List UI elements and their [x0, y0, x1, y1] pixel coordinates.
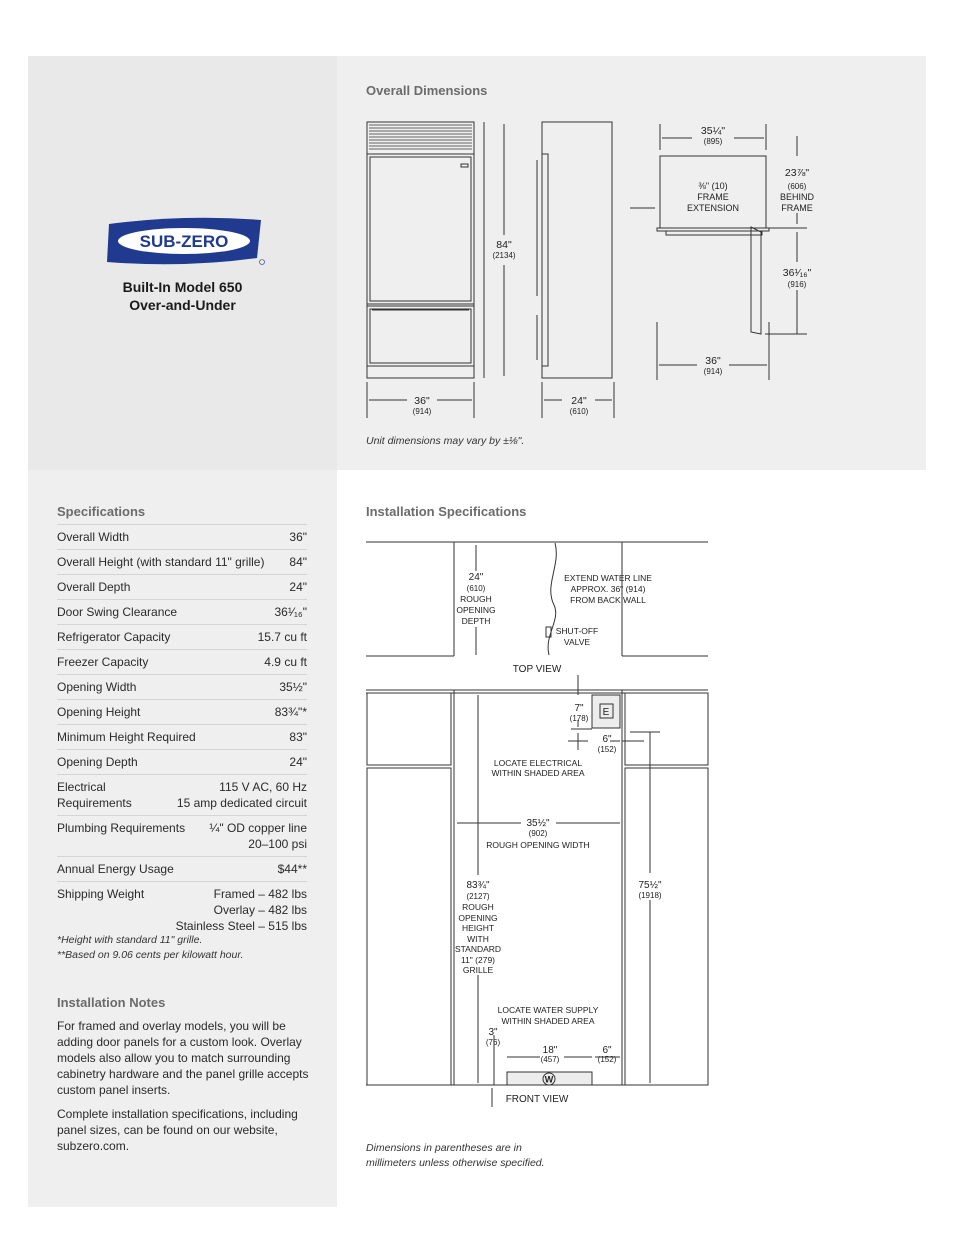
spec-label: Overall Width: [57, 530, 130, 544]
electrical-side-dimension-mm: (152): [597, 745, 617, 754]
spec-row: [57, 749, 307, 774]
spec-label: Annual Energy Usage: [57, 862, 174, 876]
spec-row: [57, 856, 307, 881]
spec-label: Opening Height: [57, 705, 141, 719]
spec-row: [57, 624, 307, 649]
top-view-label: TOP VIEW: [512, 664, 562, 675]
opening-height-label5: STANDARD: [454, 944, 502, 954]
spec-row: [57, 524, 307, 549]
opening-width-dimension: 35½": [526, 818, 550, 829]
water-width-dimension: 18": [542, 1045, 558, 1056]
front-width-dimension: 36": [414, 395, 430, 407]
spec-row: [57, 649, 307, 674]
plan-width-dimension-mm: (914): [703, 367, 723, 376]
installation-specifications-heading: Installation Specifications: [366, 504, 527, 519]
spec-value: 4.9 cu ft: [264, 655, 307, 669]
side-height-dimension-mm: (1918): [638, 891, 662, 900]
water-bottom-dimension-mm: (76): [485, 1038, 501, 1047]
spec-value: 83¾"*: [274, 705, 307, 719]
electrical-side-dimension: 6": [602, 734, 612, 745]
water-supply-note2: WITHIN SHADED AREA: [501, 1016, 595, 1026]
installation-notes-body: [57, 1018, 317, 1162]
spec-value: 83": [289, 730, 307, 744]
spec-row: [57, 815, 307, 856]
spec-label: Freezer Capacity: [57, 655, 149, 669]
water-line-note2: APPROX. 36" (914): [570, 584, 646, 594]
electrical-box-label: E: [602, 707, 610, 718]
specifications-table: [57, 524, 307, 938]
installation-notes-paragraph: Complete installation specifications, including panel sizes, can be found on our website, subzero.com.: [57, 1107, 298, 1153]
dimensions-note-line2: millimeters unless otherwise specified.: [366, 1157, 545, 1169]
spec-row: [57, 724, 307, 749]
spec-value: Framed – 482 lbs Overlay – 482 lbs Stainless Steel – 515 lbs: [175, 887, 307, 933]
plan-width-dimension: 36": [705, 355, 721, 367]
specifications-heading: Specifications: [57, 504, 146, 519]
opening-height-label1: ROUGH: [462, 902, 494, 912]
spec-value: ¼" OD copper line 20–100 psi: [209, 821, 307, 851]
spec-label: Opening Depth: [57, 755, 138, 769]
behind-frame-label2: FRAME: [781, 203, 813, 213]
behind-frame-label1: BEHIND: [779, 192, 815, 202]
water-side-dimension-mm: (152): [597, 1055, 617, 1064]
grille: [369, 125, 472, 149]
spec-value: 24": [289, 580, 307, 594]
model-title: [28, 278, 337, 314]
spec-value: 36¹⁄₁₆": [274, 605, 307, 619]
top-width-dimension-mm: (895): [703, 137, 723, 146]
frame-extension-line3: EXTENSION: [686, 203, 740, 213]
spec-row: [57, 774, 307, 815]
sub-zero-logo: [105, 216, 265, 266]
shutoff-valve-label1: SHUT-OFF: [555, 626, 599, 636]
logo-text: SUB-ZERO: [139, 232, 229, 251]
electrical-note2: WITHIN SHADED AREA: [491, 768, 585, 778]
spec-value: 24": [289, 755, 307, 769]
dimensions-note-line1: Dimensions in parentheses are in: [366, 1142, 522, 1154]
opening-height-label6: 11" (279): [460, 955, 496, 965]
spec-label: Plumbing Requirements: [57, 821, 186, 835]
footnote-height: *Height with standard 11" grille.: [57, 934, 203, 946]
spec-value: 35½": [279, 680, 307, 694]
water-supply-label: W: [544, 1074, 554, 1085]
opening-height-dimension: 83¾": [466, 880, 490, 891]
side-height-dimension: 75½": [638, 880, 662, 891]
water-bottom-dimension: 3": [488, 1027, 498, 1038]
spec-value: 15.7 cu ft: [257, 630, 307, 644]
electrical-top-dimension: 7": [574, 703, 584, 714]
installation-notes-heading: Installation Notes: [57, 995, 166, 1010]
frame-extension-line1: ⅜" (10): [698, 181, 728, 191]
spec-value: 36": [289, 530, 307, 544]
depth-label3: DEPTH: [461, 616, 491, 626]
depth-label2: OPENING: [456, 605, 496, 615]
front-width-dimension-mm: (914): [412, 407, 432, 416]
footnote-energy: **Based on 9.06 cents per kilowatt hour.: [57, 949, 244, 961]
spec-label: Electrical Requirements: [57, 780, 132, 810]
water-supply-note1: LOCATE WATER SUPPLY: [497, 1005, 599, 1015]
spec-row: [57, 549, 307, 574]
spec-label: Minimum Height Required: [57, 730, 196, 744]
electrical-note1: LOCATE ELECTRICAL: [493, 758, 583, 768]
water-line-note3: FROM BACK WALL: [570, 595, 646, 605]
height-dimension-mm: (2134): [492, 251, 516, 260]
overall-dimensions-heading: Overall Dimensions: [366, 83, 488, 98]
water-side-dimension: 6": [602, 1045, 612, 1056]
depth-dimension-mm: (610): [466, 584, 486, 593]
door-swing-dimension-mm: (916): [787, 280, 807, 289]
spec-label: Overall Height (with standard 11" grille): [57, 555, 265, 569]
side-depth-dimension: 24": [571, 395, 587, 407]
installation-diagram: [366, 535, 712, 1115]
front-view-label: FRONT VIEW: [505, 1094, 569, 1105]
spec-label: Overall Depth: [57, 580, 131, 594]
water-width-dimension-mm: (457): [540, 1055, 560, 1064]
spec-row: [57, 881, 307, 938]
spec-row: [57, 674, 307, 699]
spec-label: Shipping Weight: [57, 887, 145, 901]
spec-row: [57, 699, 307, 724]
model-title-line2: Over-and-Under: [129, 297, 236, 313]
spec-value: $44**: [277, 862, 307, 876]
behind-frame-dimension: 23⅞": [784, 167, 810, 179]
behind-frame-dimension-mm: (606): [787, 182, 807, 191]
depth-dimension: 24": [468, 572, 484, 583]
spec-label: Door Swing Clearance: [57, 605, 178, 619]
spec-value: 84": [289, 555, 307, 569]
opening-height-dimension-mm: (2127): [466, 892, 490, 901]
opening-width-dimension-mm: (902): [528, 829, 548, 838]
spec-row: [57, 574, 307, 599]
spec-label: Opening Width: [57, 680, 137, 694]
frame-extension-line2: FRAME: [697, 192, 729, 202]
model-title-line1: Built-In Model 650: [122, 279, 243, 295]
depth-label1: ROUGH: [460, 594, 492, 604]
top-width-dimension: 35¼": [700, 125, 726, 137]
opening-height-label3: HEIGHT: [461, 923, 495, 933]
door-swing-dimension: 36¹⁄₁₆": [782, 267, 812, 279]
shutoff-valve-label2: VALVE: [563, 637, 591, 647]
unit-dimensions-note: Unit dimensions may vary by ±⅛".: [366, 435, 525, 447]
water-line: [548, 543, 556, 655]
opening-height-label2: OPENING: [458, 913, 498, 923]
water-line-note1: EXTEND WATER LINE: [564, 573, 652, 583]
spec-row: [57, 599, 307, 624]
spec-label: Refrigerator Capacity: [57, 630, 171, 644]
height-dimension: 84": [496, 239, 512, 251]
electrical-top-dimension-mm: (178): [569, 714, 589, 723]
opening-width-label: ROUGH OPENING WIDTH: [486, 840, 590, 850]
overall-dimensions-diagram: [337, 110, 926, 440]
installation-notes-paragraph: For framed and overlay models, you will be adding door panels for a custom look. Overlay models also allow you to match surrounding cabinetry hardware and the panel grille accepts custom panel inserts.: [57, 1019, 309, 1097]
opening-height-label4: WITH: [467, 934, 489, 944]
side-depth-dimension-mm: (610): [569, 407, 589, 416]
spec-value: 115 V AC, 60 Hz 15 amp dedicated circuit: [176, 780, 307, 810]
opening-height-label7: GRILLE: [462, 965, 494, 975]
